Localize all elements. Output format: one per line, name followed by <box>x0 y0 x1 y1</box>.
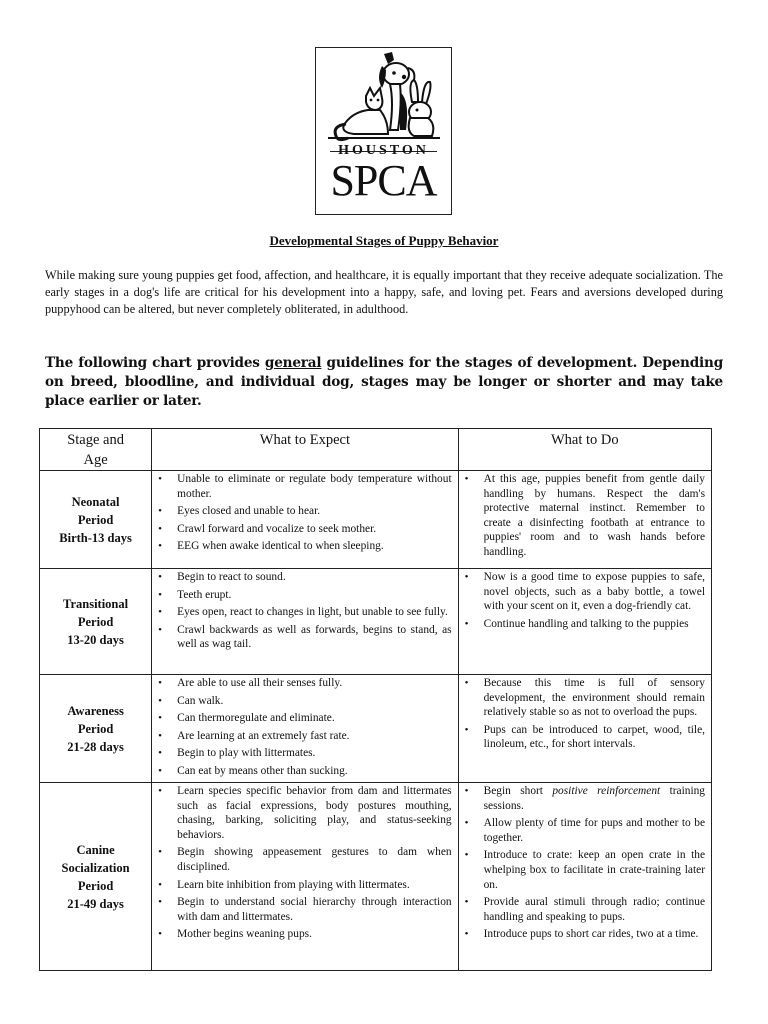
list-item: • Teeth erupt. <box>152 588 451 603</box>
animals-illustration <box>324 52 444 144</box>
list-item: • Crawl backwards as well as forwards, begins to stand, as well as wag tail. <box>152 623 451 652</box>
todo-cell <box>458 471 711 569</box>
list-item: • Because this time is full of sensory development, the environment should remain relatively stable so as not to overload the pups. <box>459 676 705 720</box>
list-item: • Eyes closed and unable to hear. <box>152 504 451 519</box>
list-item: • Are learning at an extremely fast rate. <box>152 729 451 744</box>
stage-cell <box>40 569 152 675</box>
list-item: • Can walk. <box>152 694 451 709</box>
stage-cell <box>40 675 152 783</box>
list-item: • Begin to react to sound. <box>152 570 451 585</box>
todo-first-after: training sessions. <box>483 785 706 812</box>
list-item: • EEG when awake identical to when sleeping. <box>152 539 451 554</box>
list-item: • Begin to understand social hierarchy through interaction with dam and littermates. <box>152 895 451 924</box>
list-item: • Can thermoregulate and eliminate. <box>152 711 451 726</box>
todo-cell <box>458 569 711 675</box>
stage-age: Birth-13 days <box>59 530 132 545</box>
stage-name-line2: Socialization <box>61 860 130 875</box>
list-item <box>459 784 705 813</box>
todo-first-before: Begin short <box>483 785 553 797</box>
list-item: • Begin to play with littermates. <box>152 746 451 761</box>
intro-paragraph: While making sure young puppies get food, affection, and healthcare, it is equally important that they receive adequate socialization. The early stages in a dog's life are critical for his development into a happy, safe, and loving pet. Fears and aversions developed during puppyhood can be altered, but never completely obliterated, in adulthood. <box>45 268 723 316</box>
expect-cell <box>152 471 458 569</box>
list-item: • Eyes open, react to changes in light, but unable to see fully. <box>152 605 451 620</box>
stage-period: Period <box>77 878 114 893</box>
header-todo: What to Do <box>458 429 711 471</box>
logo-houston-text: HOUSTON <box>338 143 429 158</box>
table-row <box>40 783 712 971</box>
list-item: • Now is a good time to expose puppies to safe, novel objects, such as a baby bottle, a towel with your scent on it, even a dog-friendly cat. <box>459 570 705 614</box>
table-row <box>40 675 712 783</box>
stage-period: Period <box>77 614 114 629</box>
stage-cell <box>40 783 152 971</box>
logo-spca-text: SPCA <box>330 156 437 205</box>
list-item: • Continue handling and talking to the puppies <box>459 617 705 632</box>
todo-first-italic: positive reinforcement <box>552 785 661 797</box>
houston-spca-logo <box>315 47 452 215</box>
chart-intro-after: guidelines for the stages of development. Depending on breed, bloodline, and individual dog, stages may be longer or shorter and may take place earlier or later. <box>45 355 724 409</box>
list-item: • Introduce to crate: keep an open crate in the whelping box to facilitate in crate-training later on. <box>459 848 705 892</box>
table-header-row <box>40 429 712 471</box>
expect-cell <box>152 569 458 675</box>
stage-name: Awareness <box>67 703 124 718</box>
chart-intro-emphasis: general <box>264 355 322 371</box>
document-title: Developmental Stages of Puppy Behavior <box>269 233 499 248</box>
todo-cell <box>458 783 711 971</box>
list-item: • Are able to use all their senses fully. <box>152 676 451 691</box>
list-item: • At this age, puppies benefit from gentle daily handling by humans. Respect the dam's protective maternal instinct. Remember to create a disinfecting footbath at entrance to puppies' room and to wash hands before handling. <box>459 472 705 560</box>
list-item: • Learn species specific behavior from dam and littermates such as facial expressions, body postures mouthing, chasing, barking, soliciting play, and status-seeking behaviors. <box>152 784 451 842</box>
list-item: • Pups can be introduced to carpet, wood, tile, linoleum, etc., for short intervals. <box>459 723 705 752</box>
stage-period: Period <box>77 512 114 527</box>
list-item: • Provide aural stimuli through radio; continue handling and speaking to pups. <box>459 895 705 924</box>
stage-name: Neonatal <box>71 494 120 509</box>
table-row <box>40 471 712 569</box>
chart-intro-before: The following chart provides <box>45 355 265 371</box>
expect-cell <box>152 783 458 971</box>
stages-table <box>39 428 712 971</box>
expect-cell <box>152 675 458 783</box>
chart-intro-paragraph <box>45 354 723 411</box>
list-item: • Allow plenty of time for pups and mother to be together. <box>459 816 705 845</box>
stage-cell <box>40 471 152 569</box>
stage-age: 21-28 days <box>67 739 124 754</box>
stage-name: Canine <box>76 842 115 857</box>
todo-cell <box>458 675 711 783</box>
stage-name: Transitional <box>63 596 129 611</box>
table-row <box>40 569 712 675</box>
list-item: • Introduce pups to short car rides, two at a time. <box>459 927 705 942</box>
list-item: • Learn bite inhibition from playing with littermates. <box>152 878 451 893</box>
header-expect: What to Expect <box>152 429 458 471</box>
stage-age: 13-20 days <box>67 632 124 647</box>
stage-age: 21-49 days <box>67 896 124 911</box>
list-item: • Begin showing appeasement gestures to dam when disciplined. <box>152 845 451 874</box>
stage-period: Period <box>77 721 114 736</box>
list-item: • Unable to eliminate or regulate body temperature without mother. <box>152 472 451 501</box>
list-item: • Can eat by means other than sucking. <box>152 764 451 779</box>
header-stage: Stage and Age <box>40 429 152 471</box>
list-item: • Mother begins weaning pups. <box>152 927 451 942</box>
list-item: • Crawl forward and vocalize to seek mother. <box>152 522 451 537</box>
